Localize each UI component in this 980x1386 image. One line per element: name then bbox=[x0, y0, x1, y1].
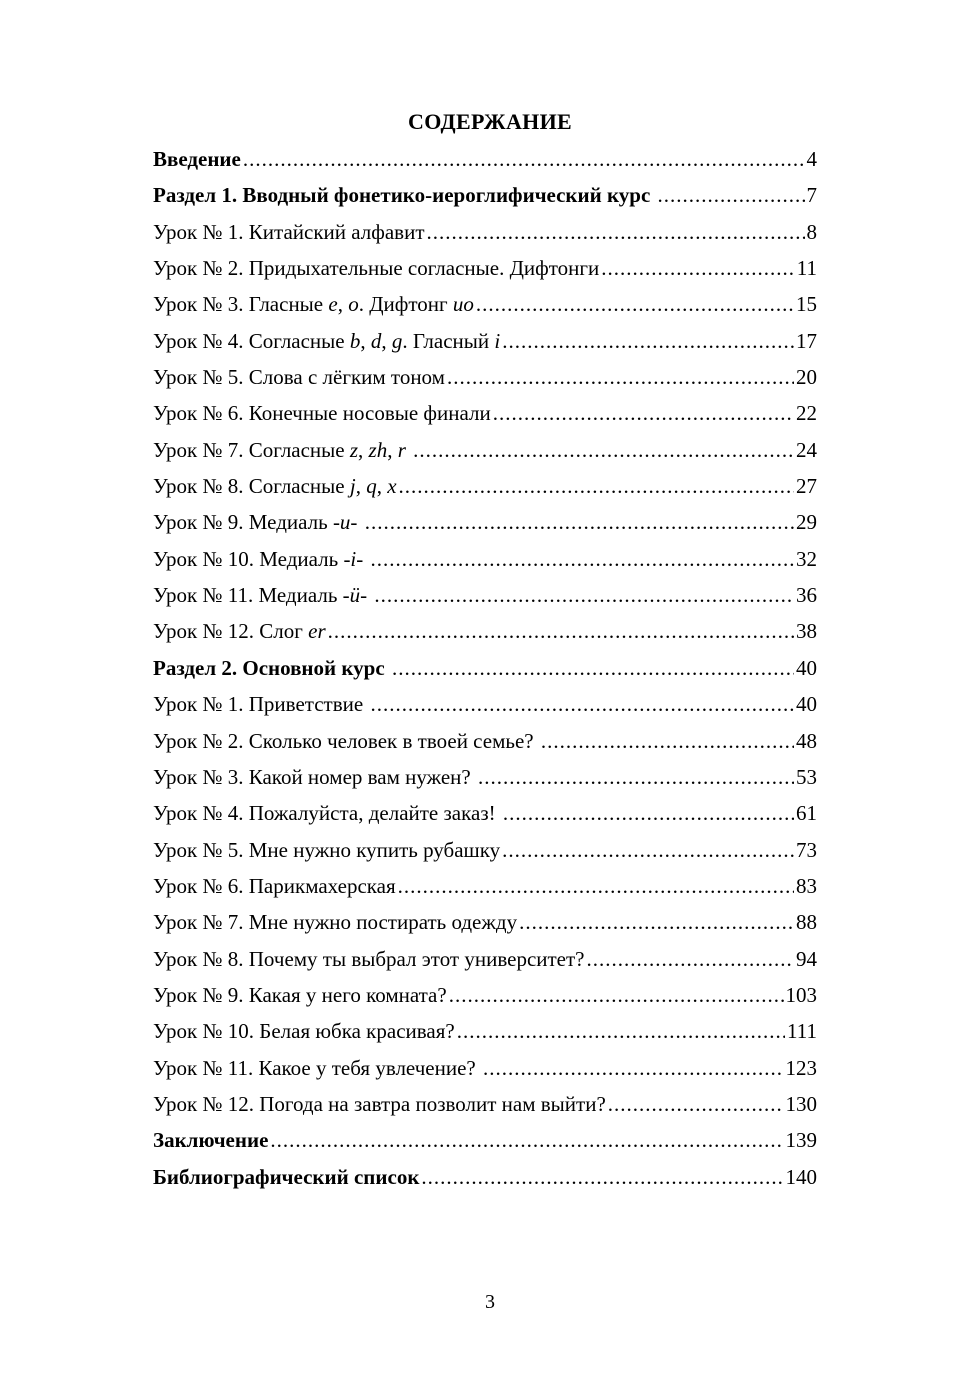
toc-title-part bbox=[363, 547, 368, 571]
dot-leader bbox=[478, 759, 794, 795]
toc-title-part: Урок № 3. Гласные bbox=[153, 292, 329, 317]
toc-title-part: , bbox=[381, 328, 392, 353]
dot-leader bbox=[608, 1086, 784, 1122]
toc-entry bbox=[153, 177, 817, 213]
toc-entry bbox=[153, 541, 817, 577]
dot-leader bbox=[503, 795, 794, 831]
toc-title-part: Урок № 9. Какая у него комната? bbox=[153, 982, 447, 1007]
toc-title-part: Раздел 1. Вводный фонетико-иероглифический курс bbox=[153, 183, 656, 208]
dot-leader bbox=[392, 650, 794, 686]
toc-title-part bbox=[357, 510, 362, 534]
toc-title-italic-part: uo bbox=[452, 292, 474, 317]
toc-title-part: Введение bbox=[153, 147, 241, 171]
toc-title-part bbox=[367, 583, 372, 607]
toc-title-part: Урок № 4. Согласные bbox=[153, 328, 350, 353]
toc-entry-page: 48 bbox=[796, 728, 817, 753]
toc-entry bbox=[153, 650, 817, 686]
toc-entry bbox=[153, 1159, 817, 1195]
toc-entry-title bbox=[153, 941, 585, 977]
toc-entry bbox=[153, 395, 817, 431]
toc-title-part: Заключение bbox=[153, 1128, 269, 1153]
toc-entry-title bbox=[153, 686, 368, 722]
toc-entry bbox=[153, 504, 817, 540]
toc-entry-title bbox=[153, 723, 539, 759]
toc-entry-page: 40 bbox=[796, 655, 817, 680]
toc-entry bbox=[153, 868, 817, 904]
page-title: СОДЕРЖАНИЕ bbox=[408, 108, 572, 134]
toc-title-part bbox=[406, 438, 411, 462]
toc-entry-title bbox=[153, 1013, 455, 1049]
dot-leader bbox=[502, 832, 794, 868]
toc-entry-page: 94 bbox=[796, 946, 817, 971]
toc-entry-title bbox=[153, 1050, 481, 1086]
toc-title-part: Урок № 8. Почему ты выбрал этот университет? bbox=[153, 946, 585, 971]
toc-title-italic-part: zh bbox=[368, 437, 388, 462]
toc-title-part: Раздел 2. Основной курс bbox=[153, 655, 390, 680]
toc-entry bbox=[153, 1013, 817, 1049]
toc-entry bbox=[153, 977, 817, 1013]
toc-entry-title bbox=[153, 904, 517, 940]
dot-leader bbox=[483, 1050, 784, 1086]
toc-entry bbox=[153, 432, 817, 468]
dot-leader bbox=[328, 613, 794, 649]
toc-entry-page: 88 bbox=[796, 910, 817, 935]
dot-leader bbox=[427, 214, 805, 250]
toc-title-part: Урок № 11. Медиаль bbox=[153, 583, 343, 608]
toc-title-italic-part: z bbox=[349, 437, 359, 462]
toc-title-part: Урок № 2. Сколько человек в твоей семье? bbox=[153, 728, 539, 753]
toc-entry-title bbox=[153, 359, 445, 395]
toc-title-part: , bbox=[360, 328, 371, 353]
toc-entry-title bbox=[153, 613, 326, 649]
toc-entry-title bbox=[153, 1159, 419, 1195]
toc-entry bbox=[153, 795, 817, 831]
toc-entry bbox=[153, 286, 817, 322]
toc-title-part: Урок № 1. Приветствие bbox=[153, 692, 369, 717]
toc-entry-page: 139 bbox=[785, 1128, 817, 1153]
toc-title-part: Урок № 4. Пожалуйста, делайте заказ! bbox=[153, 801, 501, 826]
toc-entry-title bbox=[153, 432, 411, 468]
toc-title-part: Урок № 5. Мне нужно купить рубашку bbox=[153, 837, 501, 862]
toc-entry-page: 7 bbox=[806, 183, 817, 208]
toc-entry-title bbox=[153, 1086, 606, 1122]
dot-leader bbox=[370, 686, 794, 722]
toc-entry-title bbox=[153, 286, 474, 322]
toc-title-part: Урок № 5. Слова с лёгким тоном bbox=[153, 365, 445, 390]
toc-entry-page: 17 bbox=[796, 328, 817, 353]
dot-leader bbox=[658, 177, 805, 213]
toc-title-part: Урок № 12. Погода на завтра позволит нам выйти? bbox=[153, 1091, 606, 1116]
dot-leader bbox=[457, 1013, 785, 1049]
toc-entry-title bbox=[153, 214, 425, 250]
toc-entry-title bbox=[153, 868, 396, 904]
toc-title-part: Урок № 7. Согласные bbox=[153, 437, 350, 462]
toc-title-part: Урок № 12. Слог bbox=[153, 619, 309, 644]
toc-title-italic-part: q bbox=[366, 474, 377, 499]
toc-title-italic-part: e bbox=[328, 292, 338, 317]
toc-title-italic-part: er bbox=[308, 619, 326, 644]
toc-entry bbox=[153, 250, 817, 286]
toc-entry-title bbox=[153, 468, 397, 504]
toc-title-part: Урок № 7. Мне нужно постирать одежду bbox=[153, 910, 518, 935]
dot-leader bbox=[421, 1159, 783, 1195]
toc-entry bbox=[153, 1122, 817, 1158]
toc-title-italic-part: j bbox=[349, 474, 356, 499]
dot-leader bbox=[374, 577, 794, 613]
toc-entry-page: 4 bbox=[806, 147, 817, 171]
toc-entry bbox=[153, 577, 817, 613]
dot-leader bbox=[601, 250, 795, 286]
dot-leader bbox=[493, 395, 794, 431]
toc-entry-title bbox=[153, 1122, 268, 1158]
toc-title-part: Урок № 6. Конечные носовые финали bbox=[153, 401, 491, 426]
toc-entry bbox=[153, 141, 817, 177]
toc-entry-page: 140 bbox=[785, 1164, 817, 1189]
toc-title-part: . Дифтонг bbox=[358, 292, 453, 317]
toc-title-part: , bbox=[358, 437, 369, 462]
toc-entry bbox=[153, 214, 817, 250]
toc-entry-page: 73 bbox=[796, 837, 817, 862]
toc-title-part: Урок № 6. Парикмахерская bbox=[153, 873, 396, 898]
toc-entry bbox=[153, 759, 817, 795]
toc-entry-title bbox=[153, 141, 241, 177]
toc-entry-title bbox=[153, 504, 363, 540]
toc-entry-page: 22 bbox=[796, 401, 817, 426]
table-of-contents bbox=[153, 141, 817, 1195]
toc-entry-page: 103 bbox=[785, 982, 817, 1007]
toc-entry bbox=[153, 686, 817, 722]
toc-entry-page: 11 bbox=[796, 256, 817, 281]
toc-title-part: Урок № 3. Какой номер вам нужен? bbox=[153, 764, 476, 789]
toc-entry bbox=[153, 1086, 817, 1122]
toc-entry-page: 40 bbox=[796, 692, 817, 717]
dot-leader bbox=[587, 941, 795, 977]
toc-entry-title bbox=[153, 977, 447, 1013]
dot-leader bbox=[519, 904, 794, 940]
dot-leader bbox=[476, 286, 794, 322]
toc-entry-page: 130 bbox=[785, 1091, 817, 1116]
dot-leader bbox=[502, 323, 794, 359]
toc-entry-title bbox=[153, 577, 372, 613]
toc-entry bbox=[153, 323, 817, 359]
toc-entry-title bbox=[153, 541, 369, 577]
toc-title-italic-part: o bbox=[348, 292, 359, 317]
dot-leader bbox=[541, 723, 794, 759]
toc-entry bbox=[153, 904, 817, 940]
dot-leader bbox=[243, 141, 805, 177]
toc-entry bbox=[153, 613, 817, 649]
toc-title-italic-part: i bbox=[494, 328, 501, 353]
toc-entry-page: 123 bbox=[785, 1055, 817, 1080]
toc-entry bbox=[153, 941, 817, 977]
toc-entry bbox=[153, 359, 817, 395]
toc-title-part: , bbox=[387, 437, 398, 462]
dot-leader bbox=[413, 432, 794, 468]
toc-title-part: Библиографический список bbox=[153, 1164, 420, 1189]
toc-entry-page: 32 bbox=[796, 546, 817, 571]
toc-entry-page: 111 bbox=[787, 1019, 817, 1044]
toc-title-part: Урок № 11. Какое у тебя увлечение? bbox=[153, 1055, 481, 1080]
dot-leader bbox=[371, 541, 794, 577]
toc-entry-page: 8 bbox=[806, 219, 817, 244]
toc-entry-title bbox=[153, 832, 500, 868]
dot-leader bbox=[270, 1122, 783, 1158]
toc-entry-page: 61 bbox=[796, 801, 817, 826]
dot-leader bbox=[447, 359, 794, 395]
toc-title-part: , bbox=[337, 292, 349, 317]
toc-title-part: Урок № 2. Придыхательные согласные. Дифтонги bbox=[153, 256, 600, 281]
toc-title-italic-part: -ü- bbox=[342, 583, 368, 608]
dot-leader bbox=[399, 468, 794, 504]
toc-entry bbox=[153, 1050, 817, 1086]
toc-title-italic-part: r bbox=[397, 437, 406, 462]
toc-entry-page: 20 bbox=[796, 365, 817, 390]
toc-title-italic-part: -u- bbox=[332, 510, 358, 535]
toc-entry-title bbox=[153, 395, 491, 431]
toc-entry-title bbox=[153, 795, 501, 831]
dot-leader bbox=[365, 504, 794, 540]
toc-entry-title bbox=[153, 250, 599, 286]
toc-title-part: . Гласный bbox=[402, 328, 495, 353]
toc-entry-page: 36 bbox=[796, 583, 817, 608]
toc-title-part: Урок № 10. Медиаль bbox=[153, 546, 344, 571]
toc-title-part: , bbox=[355, 474, 367, 499]
toc-entry-title bbox=[153, 177, 656, 213]
toc-title-part: Урок № 9. Медиаль bbox=[153, 510, 333, 535]
toc-title-part: Урок № 8. Согласные bbox=[153, 474, 350, 499]
toc-title-italic-part: b bbox=[349, 328, 361, 353]
toc-entry-page: 24 bbox=[796, 437, 817, 462]
dot-leader bbox=[398, 868, 794, 904]
toc-entry-page: 27 bbox=[796, 474, 817, 499]
toc-entry-page: 15 bbox=[796, 292, 817, 317]
toc-title-part: , bbox=[376, 474, 388, 499]
toc-title-part: Урок № 10. Белая юбка красивая? bbox=[153, 1019, 455, 1044]
toc-entry bbox=[153, 832, 817, 868]
toc-title-italic-part: d bbox=[370, 328, 382, 353]
toc-entry bbox=[153, 468, 817, 504]
toc-title-italic-part: g bbox=[391, 328, 403, 353]
toc-entry bbox=[153, 723, 817, 759]
dot-leader bbox=[449, 977, 784, 1013]
toc-entry-title bbox=[153, 323, 500, 359]
toc-entry-title bbox=[153, 759, 476, 795]
toc-title-italic-part: -i- bbox=[343, 546, 364, 571]
toc-entry-page: 53 bbox=[796, 764, 817, 789]
toc-entry-page: 83 bbox=[796, 873, 817, 898]
toc-entry-page: 38 bbox=[796, 619, 817, 644]
page-number: 3 bbox=[485, 1291, 495, 1313]
toc-title-part: Урок № 1. Китайский алфавит bbox=[153, 219, 425, 244]
toc-title-italic-part: x bbox=[387, 474, 397, 499]
toc-entry-title bbox=[153, 650, 390, 686]
toc-entry-page: 29 bbox=[796, 510, 817, 535]
